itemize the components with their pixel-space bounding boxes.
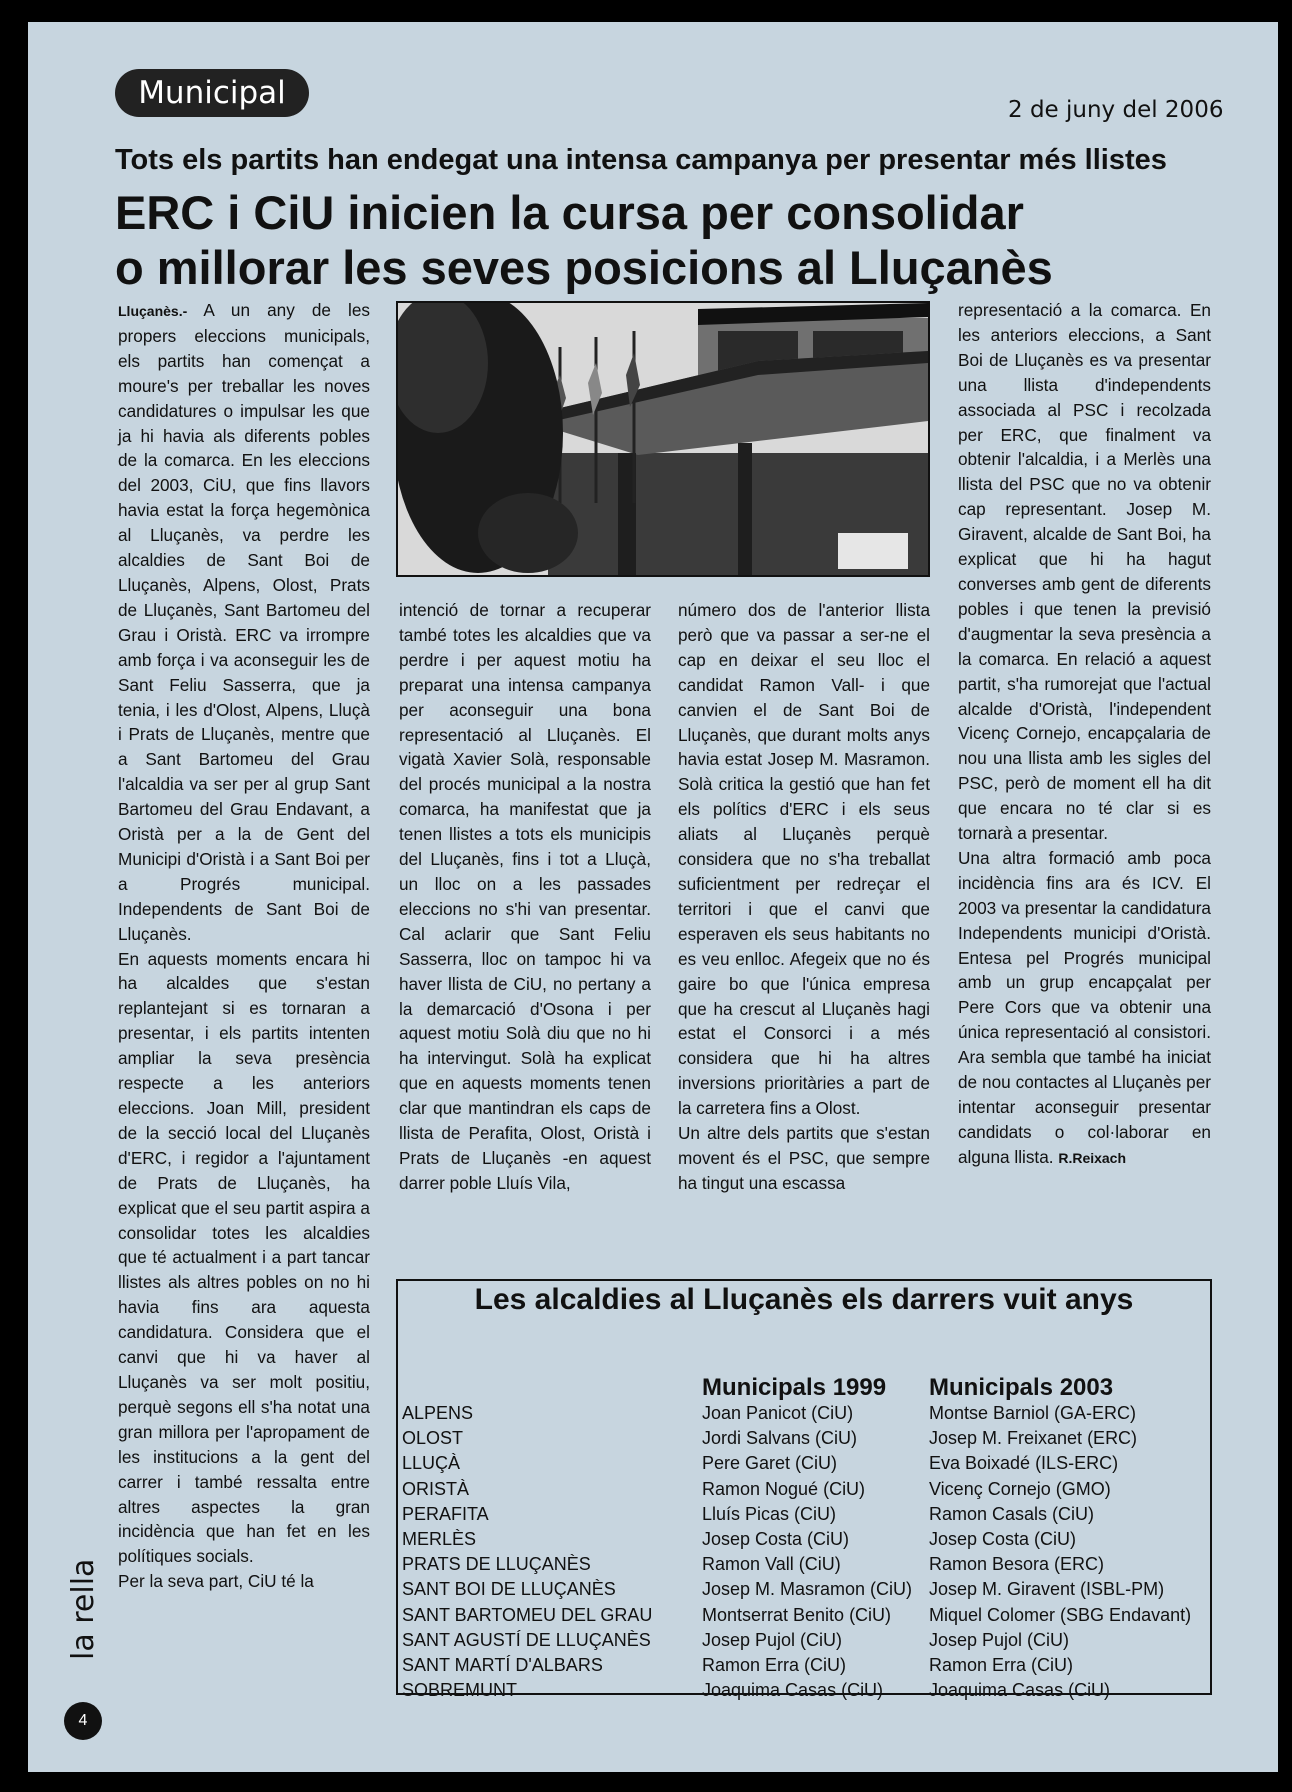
mayor-2003-cell: Miquel Colomer (SBG Endavant) [929,1604,1192,1625]
mayor-2003-cell: Josep Costa (CiU) [929,1529,1077,1549]
town-cell: PERAFITA [402,1503,489,1524]
dateline: Lluçanès.- [118,303,188,319]
mayor-2003-cell: Vicenç Cornejo (GMO) [929,1478,1111,1499]
column-4-paragraph-1: representació a la comarca. En les anteriors eleccions, a Sant Boi de Lluçanès es va presentar una llista d'independents associada al PSC i recolzada per ERC, que finalment va obtenir l'alcaldia, i a Merlès una llista del PSC que no va obtenir cap representant. Josep M. Giravent, alcalde de Sant Boi, ha explicat que hi ha hagut converses amb gent de diferents pobles i que tenen la previsió d'augmentar la seva presència a la comarca. En relació a aquest partit, s'ha rumorejat que l'actual alcalde d'Oristà, l'independent Vicenç Cornejo, encapçalaria de nou una llista amb les sigles del PSC, però de moment ell ha dit que encara no té clar si es tornarà a presentar. [958,300,1211,844]
headline-line-1: ERC i CiU inicien la cursa per consolidar [115,186,1024,239]
column-4-paragraph-2 [958,846,1211,1171]
column-3-paragraph-2: Un altre dels partits que s'estan movent és el PSC, que sempre ha tingut una escassa [678,1123,930,1193]
town-cell: PRATS DE LLUÇANÈS [402,1554,591,1575]
town-hall-photo [396,301,930,577]
article-column-2 [399,598,651,1196]
town-cell: ALPENS [402,1403,474,1423]
column-1-text-1: A un any de les propers eleccions municipals, els partits han començat a moure's per treballar les noves candidatures o impulsar les que ja hi havia als diferents pobles de la comarca. En les eleccions del 2003, CiU, que fins llavors havia estat la força hegemònica al Lluçanès, va perdre les alcaldies de Sant Boi de Lluçanès, Alpens, Olost, Prats de Lluçanès, Sant Bartomeu del Grau i Oristà. ERC va irrompre amb força i va aconseguir les de Sant Feliu Sasserra, que ja tenia, i les d'Olost, Alpens, Lluçà i Prats de Lluçanès, mentre que a Sant Bartomeu del Grau l'alcaldia va ser per al grup Sant Bartomeu del Grau Endavant, a Oristà per a la de Gent del Municipi d'Oristà i a Sant Boi per a Progrés municipal. Independents de Sant Boi de Lluçanès. [118,300,370,944]
town-cell: SANT AGUSTÍ DE LLUÇANÈS [402,1629,651,1650]
town-hall-photo-image [398,303,928,575]
article-headline [115,185,1235,295]
parked-van [838,533,908,569]
section-label: Municipal [138,75,286,111]
mayor-1999-cell: Josep M. Masramon (CiU) [702,1579,913,1600]
town-cell: SANT MARTÍ D'ALBARS [402,1655,603,1675]
mayor-1999-cell: Josep Costa (CiU) [702,1529,850,1549]
mayor-1999-cell: Ramon Erra (CiU) [702,1655,847,1675]
section-badge [115,69,309,117]
pillar-2 [738,443,752,575]
mayor-2003-cell: Ramon Erra (CiU) [929,1655,1074,1675]
shrub [478,493,578,573]
author-signature: R.Reixach [1058,1149,1127,1166]
mayor-1999-cell: Josep Pujol (CiU) [702,1629,843,1650]
column-1-paragraph-2: En aquests moments encara hi ha alcaldes que s'estan replantejant si es tornaran a presentar, i els partits intenten ampliar la seva presència respecte a les anteriors eleccions. Joan Mill, president de la secció local del Lluçanès d'ERC, i regidor a l'ajuntament de Prats de Lluçanès, ha explicat que el seu partit aspira a consolidar totes les alcaldies que té actualment i a part tancar llistes als altres pobles on no hi havia fins ara aquesta candidatura. Considera que el canvi que hi va haver al Lluçanès va ser molt positiu, perquè segons ell s'ha notat una gran millora per l'apropament de les institucions a la gent del carrer i també ressalta entre altres aspectes la gran incidència que han fet en les polítiques socials. [118,948,370,1567]
article-column-4 [958,298,1211,1171]
mayor-1999-cell: Ramon Nogué (CiU) [702,1478,866,1499]
mayor-2003-cell: Montse Barniol (GA-ERC) [929,1403,1137,1423]
mayor-1999-cell: Pere Garet (CiU) [702,1453,838,1474]
header-1999: Municipals 1999 [702,1374,887,1401]
publication-brand: la rella [66,1558,101,1660]
town-cell: LLUÇÀ [402,1453,461,1474]
mayors-table [396,1279,1212,1701]
article-subheadline: Tots els partits han endegat una intensa campanya per presentar més llistes [115,144,1167,176]
mayor-2003-cell: Joaquima Casas (CiU) [929,1680,1111,1701]
town-cell: MERLÈS [402,1529,477,1549]
column-1-paragraph-3: Per la seva part, CiU té la [118,1571,314,1592]
mayor-1999-cell: Joan Panicot (CiU) [702,1403,854,1423]
mayor-1999-cell: Jordi Salvans (CiU) [702,1428,858,1449]
page-number-text: 4 [78,1712,88,1729]
town-cell: OLOST [402,1428,464,1449]
mayor-2003-cell: Eva Boixadé (ILS-ERC) [929,1453,1119,1474]
column-2-paragraph-1: intenció de tornar a recuperar també totes les alcaldies que va perdre i per aquest motiu ha preparat una intensa campanya per aconseguir una bona representació al Lluçanès. El vigatà Xavier Solà, responsable del procés municipal a la nostra comarca, ha manifestat que ja tenen llistes a tots els municipis del Lluçanès, fins i tot a Lluçà, un lloc on a les passades eleccions no s'hi van presentar. Cal aclarir que Sant Feliu Sasserra, lloc on tampoc hi va haver llista de CiU, no pertany a la demarcació d'Osona i per aquest motiu Solà diu que no hi ha intervingut. Solà ha explicat que en aquests moments tenen clar que mantindran els caps de llista de Perafita, Olost, Oristà i Prats de Lluçanès -en aquest darrer poble Lluís Vila, [399,600,651,1193]
mayor-1999-cell: Montserrat Benito (CiU) [702,1604,892,1625]
town-cell: ORISTÀ [402,1478,470,1499]
mayors-table-title: Les alcaldies al Lluçanès els darrers vuit anys [474,1283,1134,1316]
column-4-text-2: Una altra formació amb poca incidència fins ara és ICV. El 2003 va presentar la candidatura Independents municipi d'Oristà. Entesa pel Progrés municipal amb un grup encapçalat per Pere Cors que va obtenir una única representació al consistori. Ara sembla que també ha iniciat de nou contactes al Lluçanès per intentar aconseguir presentar candidats o col·laborar en alguna llista. [958,847,1211,1167]
issue-date: 2 de juny del 2006 [1008,97,1224,123]
mayor-2003-cell: Ramon Besora (ERC) [929,1554,1105,1575]
mayor-1999-cell: Ramon Vall (CiU) [702,1554,841,1575]
mayor-1999-cell: Joaquima Casas (CiU) [702,1680,884,1701]
column-1-paragraph-1 [118,298,370,947]
headline-line-2: o millorar les seves posicions al Lluçanès [115,241,1053,294]
mayor-2003-cell: Josep M. Freixanet (ERC) [929,1428,1138,1449]
header-2003: Municipals 2003 [929,1374,1114,1401]
town-cell: SANT BARTOMEU DEL GRAU [402,1604,653,1625]
article-column-3 [678,598,930,1196]
mayor-2003-cell: Josep M. Giravent (ISBL-PM) [929,1579,1165,1600]
town-cell: SOBREMUNT [402,1680,518,1701]
page-number [64,1702,102,1740]
article-column-1 [118,298,370,1594]
column-3-paragraph-1: número dos de l'anterior llista però que va passar a ser-ne el cap en deixar el seu lloc el candidat Ramon Vall- i que canvien el de Sant Boi de Lluçanès, que durant molts anys havia estat Josep M. Masramon. Solà critica la gestió que han fet els polítics d'ERC i els seus aliats al Lluçanès perquè considera que no s'ha treballat suficientment per redreçar el territori i que el canvi que esperaven els seus habitants no es veu enlloc. Afegeix que no és gaire bo que l'única empresa que ha crescut al Lluçanès hagi estat el Consorci i a més considera que hi ha altres inversions prioritàries a part de la carretera fins a Olost. [678,600,930,1119]
mayor-1999-cell: Lluís Picas (CiU) [702,1503,837,1524]
mayor-2003-cell: Ramon Casals (CiU) [929,1503,1095,1524]
town-cell: SANT BOI DE LLUÇANÈS [402,1579,616,1600]
mayor-2003-cell: Josep Pujol (CiU) [929,1629,1070,1650]
newspaper-page [28,22,1278,1772]
